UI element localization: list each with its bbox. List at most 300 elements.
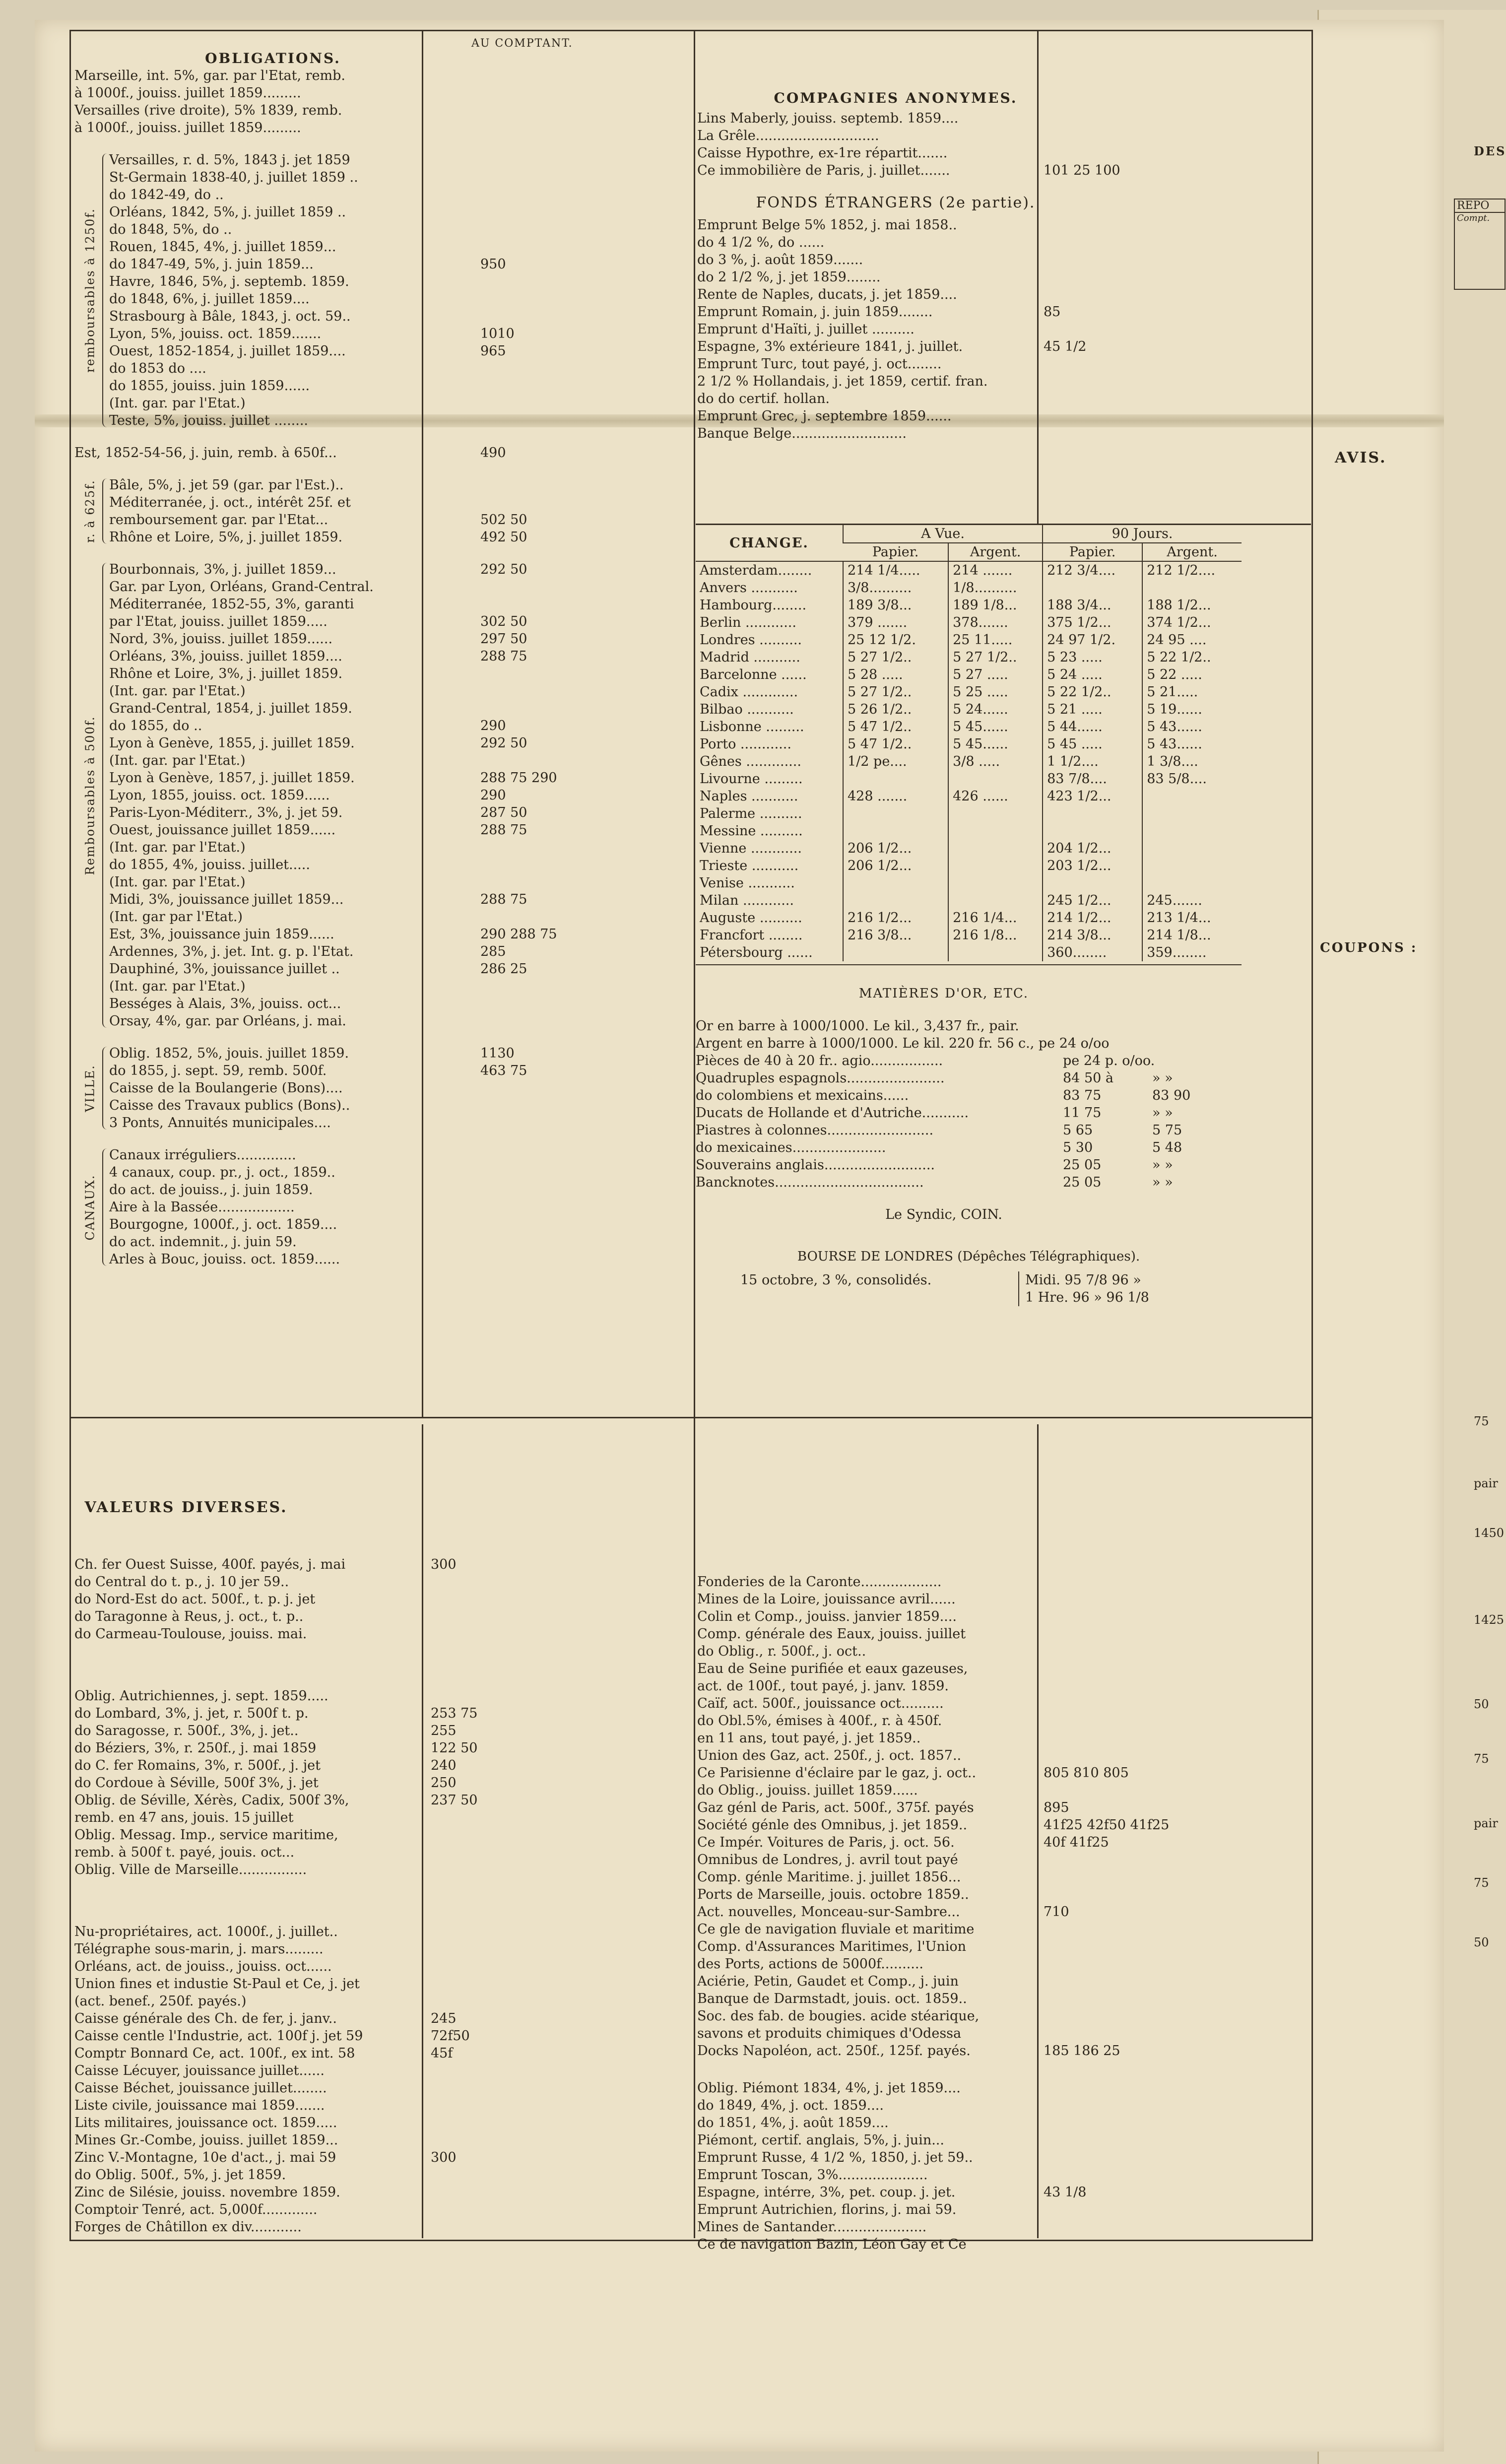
table-row xyxy=(74,2114,690,2131)
change-cell-a90: 188 1/2... xyxy=(1142,597,1242,614)
table-row xyxy=(109,873,690,891)
change-cell-city: Trieste ........... xyxy=(700,858,799,873)
row-value: 237 50 xyxy=(431,1793,478,1808)
row-value: 300 xyxy=(431,1557,457,1572)
row-value xyxy=(1035,2079,1138,2097)
group-brace xyxy=(102,563,107,1028)
row-label: do Taragonne à Reus, j. oct., t. p.. xyxy=(74,1609,304,1624)
row-label: do Obl.5%, émises à 400f., r. à 450f. xyxy=(697,1713,942,1729)
matiere-row xyxy=(696,1174,1311,1191)
change-row xyxy=(696,649,1242,666)
row-label: Espagne, 3% extérieure 1841, j. juillet. xyxy=(697,339,963,354)
row-value: 463 75 xyxy=(480,1063,527,1078)
row-value xyxy=(1035,2131,1138,2149)
row-label: Union fines et industie St-Paul et Ce, j. jet xyxy=(74,1976,360,1992)
change-cell-p: 5 26 1/2.. xyxy=(843,701,948,718)
table-row xyxy=(74,2097,690,2114)
syndic: Le Syndic, COIN. xyxy=(885,1207,1002,1222)
row-label: Lyon, 5%, jouiss. oct. 1859....... xyxy=(109,326,322,341)
table-row xyxy=(109,717,690,734)
change-cell-a: 3/8 ..... xyxy=(948,753,1043,770)
change-cell-p: 216 3/8... xyxy=(843,927,948,944)
row-value xyxy=(1035,1886,1138,1903)
row-label: par l'Etat, jouiss. juillet 1859..... xyxy=(109,614,327,629)
change-cell-a: 216 1/8... xyxy=(948,927,1043,944)
row-value xyxy=(1035,1573,1138,1591)
row-label: Marseille, int. 5%, gar. par l'Etat, remb. xyxy=(74,68,346,83)
row-label: Oblig. de Séville, Xérès, Cadix, 500f 3%, xyxy=(74,1793,349,1808)
matiere-value-2: » » xyxy=(1152,1070,1173,1086)
row-label: Canaux irréguliers.............. xyxy=(109,1147,296,1163)
change-cell-p: 5 47 1/2.. xyxy=(843,735,948,753)
repo-label: REPO xyxy=(1455,200,1505,213)
row-value xyxy=(1035,268,1138,286)
change-cell-a xyxy=(948,840,1043,857)
row-value: 255 xyxy=(431,1723,457,1738)
row-label: do 1842-49, do .. xyxy=(109,187,224,202)
row-value: 41f25 42f50 41f25 xyxy=(1044,1817,1170,1833)
row-value xyxy=(471,578,575,596)
table-row xyxy=(697,1573,1308,1591)
table-row xyxy=(697,1660,1308,1677)
change-cell-city: Venise ........... xyxy=(700,875,795,891)
change-cell-p xyxy=(843,892,948,909)
change-cell-city: Hambourg........ xyxy=(700,598,807,613)
row-label: Oblig. Ville de Marseille................ xyxy=(74,1862,307,1877)
row-label: act. de 100f., tout payé, j. janv. 1859. xyxy=(697,1678,949,1694)
group-ville xyxy=(83,1045,690,1132)
valeurs-right-section xyxy=(697,1573,1308,2253)
table-row xyxy=(697,1712,1308,1730)
change-cell-city: Palerme .......... xyxy=(700,806,802,821)
row-value: 253 75 xyxy=(431,1706,478,1721)
change-cell-p90 xyxy=(1043,805,1142,822)
row-value xyxy=(471,151,575,169)
row-value xyxy=(1035,2007,1138,2025)
row-value: 300 xyxy=(431,2150,457,2165)
change-cell-p90: 204 1/2... xyxy=(1043,840,1142,857)
table-row xyxy=(697,407,1308,425)
table-row xyxy=(74,2131,690,2149)
row-value: 286 25 xyxy=(480,961,527,977)
change-cell-a90 xyxy=(1142,874,1242,892)
row-label: do 1848, 6%, j. juillet 1859.... xyxy=(109,291,310,307)
row-label: Gaz génl de Paris, act. 500f., 375f. payés xyxy=(697,1800,974,1815)
row-value xyxy=(471,273,575,290)
row-label: Caisse centle l'Industrie, act. 100f j. jet 59 xyxy=(74,2028,363,2044)
change-cell-p90: 360........ xyxy=(1043,944,1142,961)
change-cell-city: Porto ............ xyxy=(700,736,791,752)
edge-mark-text: pair xyxy=(1474,1476,1498,1490)
change-cell-p90 xyxy=(1043,822,1142,840)
change-cell-p xyxy=(843,944,948,961)
table-row xyxy=(109,1114,690,1132)
row-value xyxy=(471,169,575,186)
table-row xyxy=(697,234,1308,251)
change-cell-p90: 24 97 1/2. xyxy=(1043,631,1142,649)
change-cell-p90: 203 1/2... xyxy=(1043,857,1142,874)
row-label: Ce Parisienne d'éclaire par le gaz, j. oct.. xyxy=(697,1765,977,1781)
row-value xyxy=(471,839,575,856)
londres-date: 15 octobre, 3 %, consolidés. xyxy=(740,1272,932,1288)
row-value xyxy=(1035,1851,1138,1868)
row-value xyxy=(422,1861,525,1878)
change-cell-a: 378....... xyxy=(948,614,1043,631)
row-value xyxy=(1035,127,1138,144)
change-cell-a xyxy=(948,892,1043,909)
change-cell-a90: 5 22 ..... xyxy=(1142,666,1242,683)
row-label: Bâle, 5%, j. jet 59 (gar. par l'Est.).. xyxy=(109,477,344,493)
row-label: Forges de Châtillon ex div............ xyxy=(74,2219,302,2235)
group-remb-500 xyxy=(83,561,690,1030)
row-label: do 1855, jouiss. juin 1859...... xyxy=(109,378,310,394)
table-row xyxy=(109,151,690,169)
row-value xyxy=(1035,407,1138,425)
matiere-value-1: 5 65 xyxy=(1063,1123,1093,1138)
londres-heure: 1 Hre. 96 » 96 1/8 xyxy=(1025,1290,1149,1305)
row-value xyxy=(471,873,575,891)
table-row xyxy=(109,395,690,412)
row-value xyxy=(471,700,575,717)
table-row xyxy=(74,1556,690,1573)
row-label: do do certif. hollan. xyxy=(697,391,830,406)
row-value xyxy=(1035,286,1138,303)
table-row xyxy=(74,102,690,119)
change-cell-a: 5 45...... xyxy=(948,735,1043,753)
row-label: Midi, 3%, jouissance juillet 1859... xyxy=(109,892,344,907)
change-cell-p: 25 12 1/2. xyxy=(843,631,948,649)
table-row xyxy=(697,2184,1308,2201)
row-value xyxy=(471,856,575,873)
matieres-title: MATIÈRES D'OR, ETC. xyxy=(858,986,1029,1001)
row-label: do 1848, 5%, do .. xyxy=(109,222,232,237)
change-cell-p: 206 1/2... xyxy=(843,840,948,857)
row-value xyxy=(422,2131,525,2149)
row-label: Rente de Naples, ducats, j. jet 1859.... xyxy=(697,287,957,302)
change-row xyxy=(696,788,1242,805)
change-cell-p: 5 27 1/2.. xyxy=(843,649,948,666)
change-cell-a: 5 27 1/2.. xyxy=(948,649,1043,666)
row-label: Paris-Lyon-Méditerr., 3%, j. jet 59. xyxy=(109,805,343,820)
change-row xyxy=(696,857,1242,874)
row-value: 101 25 100 xyxy=(1044,163,1120,178)
row-label: Docks Napoléon, act. 250f., 125f. payés. xyxy=(697,2043,971,2059)
matiere-row xyxy=(696,1122,1311,1139)
compagnies-title: COMPAGNIES ANONYMES. xyxy=(774,90,1018,106)
matiere-label: Quadruples espagnols....................... xyxy=(696,1070,945,1086)
group-remb-500-label: Remboursables à 500f. xyxy=(83,716,97,875)
row-value xyxy=(1035,1730,1138,1747)
matiere-row xyxy=(696,1104,1311,1122)
matiere-value-2: » » xyxy=(1152,1105,1173,1121)
row-value: 72f50 xyxy=(431,2028,470,2044)
table-row xyxy=(697,2131,1308,2149)
fonds-list xyxy=(697,216,1308,442)
row-label: do Oblig., jouiss. juillet 1859...... xyxy=(697,1783,918,1798)
row-label: Gar. par Lyon, Orléans, Grand-Central. xyxy=(109,579,374,595)
row-label: Orléans, 1842, 5%, j. juillet 1859 .. xyxy=(109,204,346,220)
table-row xyxy=(697,1834,1308,1851)
row-value: 490 xyxy=(480,445,506,461)
row-value xyxy=(471,995,575,1012)
change-row xyxy=(696,874,1242,892)
row-value xyxy=(422,2062,525,2079)
table-row xyxy=(697,251,1308,268)
row-value: 492 50 xyxy=(480,530,527,545)
matiere-value-2: 5 48 xyxy=(1152,1140,1182,1155)
table-row xyxy=(109,787,690,804)
matiere-value-2: » » xyxy=(1152,1175,1173,1190)
table-row xyxy=(74,1687,690,1705)
table-row xyxy=(109,596,690,613)
table-row xyxy=(74,1940,690,1958)
table-row xyxy=(109,613,690,630)
change-row xyxy=(696,753,1242,770)
change-cell-p: 428 ....... xyxy=(843,788,948,805)
row-value: 250 xyxy=(431,1775,457,1791)
row-value: 292 50 xyxy=(480,562,527,577)
row-value xyxy=(1035,355,1138,373)
row-value xyxy=(471,102,575,119)
row-label: Emprunt Toscan, 3%..................... xyxy=(697,2167,928,2183)
row-label: Caisse Hypothre, ex-1re répartit....... xyxy=(697,145,948,161)
change-cell-p90: 5 45 ..... xyxy=(1043,735,1142,753)
matiere-row xyxy=(696,1156,1311,1174)
table-row xyxy=(109,412,690,429)
row-label: Lins Maberly, jouiss. septemb. 1859.... xyxy=(697,111,959,126)
matiere-value-2 xyxy=(1152,1035,1212,1052)
change-cell-a xyxy=(948,874,1043,892)
avis-heading: AVIS. xyxy=(1335,449,1387,466)
group-canaux xyxy=(83,1146,690,1268)
change-cell-p90 xyxy=(1043,579,1142,597)
row-value xyxy=(471,186,575,203)
table-row xyxy=(697,1921,1308,1938)
row-label: Caisse Béchet, jouissance juillet........ xyxy=(74,2080,327,2096)
row-label: Caisse des Travaux publics (Bons).. xyxy=(109,1098,350,1113)
row-label: Rhône et Loire, 3%, j. juillet 1859. xyxy=(109,666,343,681)
matiere-value-2: 5 75 xyxy=(1152,1123,1182,1138)
table-row xyxy=(74,2079,690,2097)
row-label: Comptoir Tenré, act. 5,000f............. xyxy=(74,2202,318,2217)
row-label: do Nord-Est do act. 500f., t. p. j. jet xyxy=(74,1592,316,1607)
row-value xyxy=(422,2097,525,2114)
row-value xyxy=(1035,373,1138,390)
row-label: do 4 1/2 %, do ...... xyxy=(697,235,825,250)
row-value xyxy=(471,290,575,308)
row-label: Rouen, 1845, 4%, j. juillet 1859... xyxy=(109,239,336,255)
change-cell-p: 5 27 1/2.. xyxy=(843,683,948,701)
change-cell-p90: 245 1/2... xyxy=(1043,892,1142,909)
change-cell-a90: 83 5/8.... xyxy=(1142,770,1242,788)
row-value xyxy=(471,1164,575,1181)
change-cell-a90 xyxy=(1142,805,1242,822)
row-value xyxy=(471,1114,575,1132)
change-cell-p90: 214 3/8... xyxy=(1043,927,1142,944)
change-section xyxy=(696,524,1311,1306)
edge-mark-text: 75 xyxy=(1474,1876,1489,1890)
row-label: do 1855, j. sept. 59, remb. 500f. xyxy=(109,1063,327,1078)
row-label: Zinc de Silésie, jouiss. novembre 1859. xyxy=(74,2185,340,2200)
row-label: do 2 1/2 %, j. jet 1859........ xyxy=(697,269,881,285)
block-gap xyxy=(74,1643,690,1687)
row-value xyxy=(1035,1591,1138,1608)
row-value xyxy=(422,1940,525,1958)
row-label: Caisse Lécuyer, jouissance juillet...... xyxy=(74,2063,325,2078)
table-row xyxy=(109,1199,690,1216)
matiere-value-2 xyxy=(1152,1052,1212,1069)
change-cell-city: Berlin ............ xyxy=(700,615,796,630)
change-cell-city: Londres .......... xyxy=(700,632,802,648)
row-value xyxy=(1035,2097,1138,2114)
change-cell-city: Amsterdam........ xyxy=(700,563,812,578)
matiere-row xyxy=(696,1017,1311,1035)
table-row xyxy=(697,2218,1308,2236)
row-label: Mines de Santander...................... xyxy=(697,2219,927,2235)
table-row xyxy=(109,325,690,342)
des-heading: DES xyxy=(1474,144,1506,158)
table-row xyxy=(109,494,690,511)
row-value xyxy=(1035,216,1138,234)
row-label: Strasbourg à Bâle, 1843, j. oct. 59.. xyxy=(109,309,351,324)
table-row xyxy=(697,268,1308,286)
table-row xyxy=(109,821,690,839)
table-row xyxy=(74,2218,690,2236)
table-row xyxy=(697,1608,1308,1625)
row-label: (Int. gar. par l'Etat.) xyxy=(109,979,246,994)
row-value xyxy=(1035,1660,1138,1677)
table-row xyxy=(109,1045,690,1062)
argent-90-header: Argent. xyxy=(1142,543,1242,561)
table-row xyxy=(697,1990,1308,2007)
change-cell-p xyxy=(843,770,948,788)
change-cell-p: 214 1/4..... xyxy=(843,561,948,579)
table-row xyxy=(697,144,1308,162)
row-label: Oblig. Messag. Imp., service maritime, xyxy=(74,1827,338,1843)
table-row xyxy=(74,1809,690,1826)
table-row xyxy=(697,127,1308,144)
table-row xyxy=(74,2166,690,2184)
row-label: Mines Gr.-Combe, jouiss. juillet 1859... xyxy=(74,2132,338,2148)
table-row xyxy=(109,1181,690,1199)
table-row xyxy=(109,342,690,360)
row-value xyxy=(422,1993,525,2010)
change-cell-p90: 5 24 ..... xyxy=(1043,666,1142,683)
change-cell-city: Barcelonne ...... xyxy=(700,667,807,682)
row-label: (Int. gar. par l'Etat.) xyxy=(109,396,246,411)
group-ville-label: VILLE. xyxy=(83,1064,97,1112)
change-row xyxy=(696,840,1242,857)
change-row xyxy=(696,892,1242,909)
table-row xyxy=(697,1903,1308,1921)
table-row xyxy=(74,1792,690,1809)
row-label: à 1000f., jouiss. juillet 1859......... xyxy=(74,85,301,101)
table-row xyxy=(109,1062,690,1079)
row-value xyxy=(422,1809,525,1826)
row-value xyxy=(422,1975,525,1993)
row-value xyxy=(1035,144,1138,162)
repo-box xyxy=(1454,199,1506,290)
change-cell-a90: 5 19...... xyxy=(1142,701,1242,718)
row-value xyxy=(1035,251,1138,268)
row-value xyxy=(422,1958,525,1975)
change-cell-p90: 5 21 ..... xyxy=(1043,701,1142,718)
row-value xyxy=(471,377,575,395)
row-value xyxy=(1035,2149,1138,2166)
change-cell-a: 5 27 ..... xyxy=(948,666,1043,683)
table-row xyxy=(109,960,690,978)
row-value xyxy=(1035,321,1138,338)
row-value xyxy=(422,2079,525,2097)
row-value: 805 810 805 xyxy=(1044,1765,1129,1781)
matiere-value-2: » » xyxy=(1152,1157,1173,1173)
row-value xyxy=(471,1251,575,1268)
change-cell-p: 3/8.......... xyxy=(843,579,948,597)
table-row xyxy=(109,238,690,256)
row-value: 185 186 25 xyxy=(1044,2043,1120,2059)
edge-mark-text: 1450 xyxy=(1474,1526,1505,1540)
table-row xyxy=(109,1097,690,1114)
table-row xyxy=(74,1923,690,1940)
table-row xyxy=(697,1868,1308,1886)
row-value xyxy=(1035,2166,1138,2184)
change-cell-a90: 359........ xyxy=(1142,944,1242,961)
change-cell-p90: 5 44...... xyxy=(1043,718,1142,735)
change-cell-p: 216 1/2... xyxy=(843,909,948,927)
row-value xyxy=(422,2201,525,2218)
row-value xyxy=(471,360,575,377)
change-row xyxy=(696,614,1242,631)
group-canaux-label: CANAUX. xyxy=(83,1174,97,1240)
change-cell-city: Madrid ........... xyxy=(700,650,800,665)
row-value xyxy=(422,1608,525,1625)
change-cell-city: Gênes ............. xyxy=(700,754,801,769)
row-value: 302 50 xyxy=(480,614,527,629)
block-gap xyxy=(697,2060,1308,2079)
table-row xyxy=(697,1643,1308,1660)
fonds-title: FONDS ÉTRANGERS (2e partie). xyxy=(756,194,1036,211)
change-cell-city: Livourne ......... xyxy=(700,771,803,787)
compagnies-section xyxy=(697,89,1308,442)
row-label: à 1000f., jouiss. juillet 1859......... xyxy=(74,120,301,135)
row-label: Caisse générale des Ch. de fer, j. janv.. xyxy=(74,2011,337,2026)
row-label: Soc. des fab. de bougies. acide stéarique, xyxy=(697,2008,980,2024)
row-label: Nord, 3%, jouiss. juillet 1859...... xyxy=(109,631,333,647)
group-brace xyxy=(102,153,107,427)
table-row xyxy=(109,648,690,665)
table-row xyxy=(109,360,690,377)
row-label: Oblig. Piémont 1834, 4%, j. jet 1859.... xyxy=(697,2080,961,2096)
row-value xyxy=(471,412,575,429)
change-cell-a90: 1 3/8.... xyxy=(1142,753,1242,770)
table-row xyxy=(109,839,690,856)
change-cell-a xyxy=(948,770,1043,788)
row-label: en 11 ans, tout payé, j. jet 1859.. xyxy=(697,1731,921,1746)
edge-mark-text: 75 xyxy=(1474,1414,1489,1428)
row-label: des Ports, actions de 5000f.......... xyxy=(697,1956,924,1972)
change-cell-p90: 5 23 ..... xyxy=(1043,649,1142,666)
table-row xyxy=(109,561,690,578)
table-row xyxy=(697,355,1308,373)
row-value: 297 50 xyxy=(480,631,527,647)
table-row xyxy=(697,303,1308,321)
change-title: CHANGE. xyxy=(696,525,843,561)
row-label: Colin et Comp., jouiss. janvier 1859.... xyxy=(697,1609,957,1624)
change-cell-a90: 374 1/2... xyxy=(1142,614,1242,631)
row-value xyxy=(471,1233,575,1251)
change-table xyxy=(696,525,1242,961)
row-value xyxy=(1035,1712,1138,1730)
